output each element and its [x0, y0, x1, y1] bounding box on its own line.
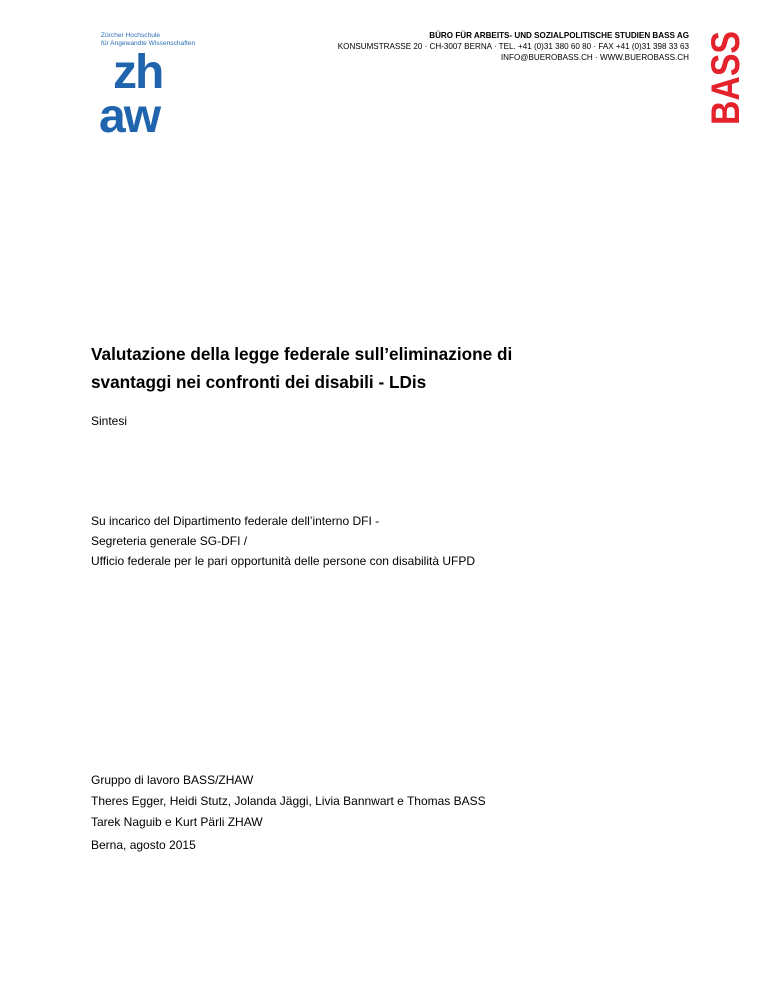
team-line: Theres Egger, Heidi Stutz, Jolanda Jäggi, Livia Bannwart e Thomas BASS: [91, 794, 486, 808]
commission-block: [91, 511, 475, 571]
document-title: [91, 340, 611, 396]
team-line: Gruppo di lavoro BASS/ZHAW: [91, 773, 254, 787]
document-title-line1: Valutazione della legge federale sull’eliminazione di: [91, 344, 513, 364]
team-line: Tarek Naguib e Kurt Pärli ZHAW: [91, 815, 263, 829]
bass-address: KONSUMSTRASSE 20 · CH-3007 BERNA · TEL. +41 (0)31 380 60 80 · FAX +41 (0)31 398 33 63: [337, 42, 689, 51]
bass-web: INFO@BUEROBASS.CH · WWW.BUEROBASS.CH: [500, 53, 689, 62]
team-block: [91, 770, 486, 833]
document-subtitle: Sintesi: [91, 414, 128, 428]
commission-line: Ufficio federale per le pari opportunità delle persone con disabilità UFPD: [91, 554, 475, 568]
bass-company-name: BÜRO FÜR ARBEITS- UND SOZIALPOLITISCHE STUDIEN BASS AG: [429, 31, 689, 40]
document-title-line2: svantaggi nei confronti dei disabili - LDis: [91, 372, 427, 392]
commission-line: Segreteria generale SG-DFI /: [91, 534, 248, 548]
bass-header: [338, 30, 689, 63]
place-date: Berna, agosto 2015: [91, 838, 196, 852]
zhaw-tagline-line1: Zürcher Hochschule: [101, 32, 161, 39]
zhaw-logo-bottom: aw: [99, 90, 160, 143]
bass-logo-text: BASS: [704, 13, 748, 125]
commission-line: Su incarico del Dipartimento federale dell’interno DFI -: [91, 514, 380, 528]
zhaw-tagline-line2: für Angewandte Wissenschaften: [101, 40, 196, 47]
bass-logo: [704, 13, 748, 126]
zhaw-logo: [97, 46, 181, 143]
zhaw-logo-top: zh: [113, 46, 163, 99]
